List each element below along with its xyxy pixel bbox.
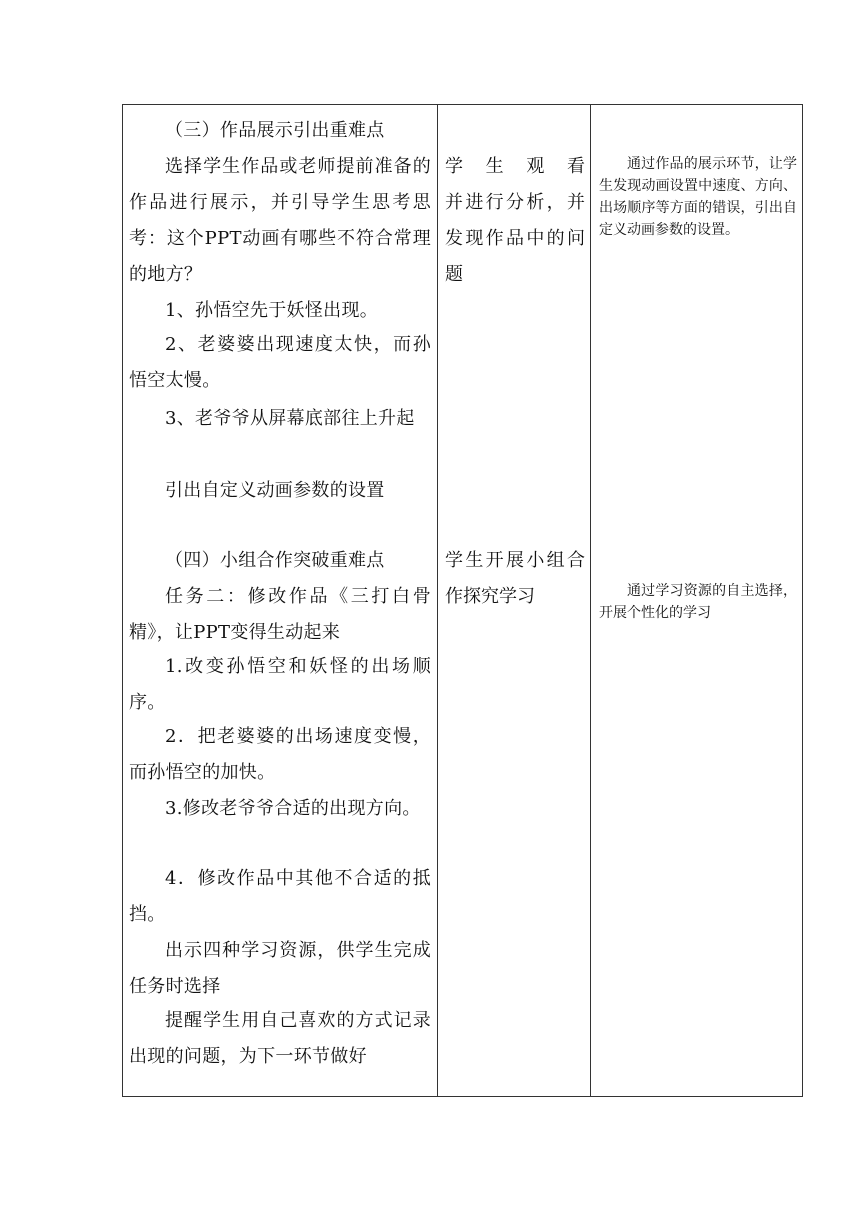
column-divider bbox=[590, 105, 591, 1096]
section-4-heading: （四）小组合作突破重难点 bbox=[165, 550, 385, 571]
student-activity-1-first-line: 学生观看 bbox=[445, 156, 585, 177]
section-4-item-1: 1.改变孙悟空和妖怪的出场顺序。 bbox=[129, 656, 431, 713]
section-3-paragraph: 选择学生作品或老师提前准备的作品进行展示，并引导学生思考思考：这个PPT动画有哪些不符合常理的地方？ bbox=[129, 156, 431, 285]
student-activity-2: 学生开展小组合作探究学习 bbox=[445, 550, 585, 607]
section-3-item-3: 3、老爷爷从屏幕底部往上升起 bbox=[165, 408, 415, 429]
section-3-heading: （三）作品展示引出重难点 bbox=[165, 120, 385, 141]
section-3-conclusion: 引出自定义动画参数的设置 bbox=[165, 480, 385, 501]
section-4-task: 任务二：修改作品《三打白骨精》，让PPT变得生动起来 bbox=[129, 586, 431, 643]
section-4-reminder: 提醒学生用自己喜欢的方式记录出现的问题，为下一环节做好 bbox=[129, 1010, 431, 1067]
section-4-resources: 出示四种学习资源，供学生完成任务时选择 bbox=[129, 940, 431, 997]
column-divider bbox=[437, 105, 438, 1096]
student-activity-1: 并进行分析，并发现作品中的问题 bbox=[445, 192, 585, 285]
section-4-item-4: 4．修改作品中其他不合适的抵挡。 bbox=[129, 868, 431, 925]
design-intent-1: 通过作品的展示环节，让学生发现动画设置中速度、方向、出场顺序等方面的错误，引出自定义动画参数的设置。 bbox=[599, 156, 797, 238]
section-4-item-3: 3.修改老爷爷合适的出现方向。 bbox=[165, 798, 421, 819]
section-3-item-2: 2、老婆婆出现速度太快，而孙悟空太慢。 bbox=[129, 334, 431, 391]
section-4-item-2: 2．把老婆婆的出场速度变慢，而孙悟空的加快。 bbox=[129, 726, 431, 783]
section-3-item-1: 1、孙悟空先于妖怪出现。 bbox=[165, 300, 379, 321]
lesson-plan-table bbox=[122, 104, 803, 1097]
design-intent-2: 通过学习资源的自主选择，开展个性化的学习 bbox=[599, 583, 797, 621]
